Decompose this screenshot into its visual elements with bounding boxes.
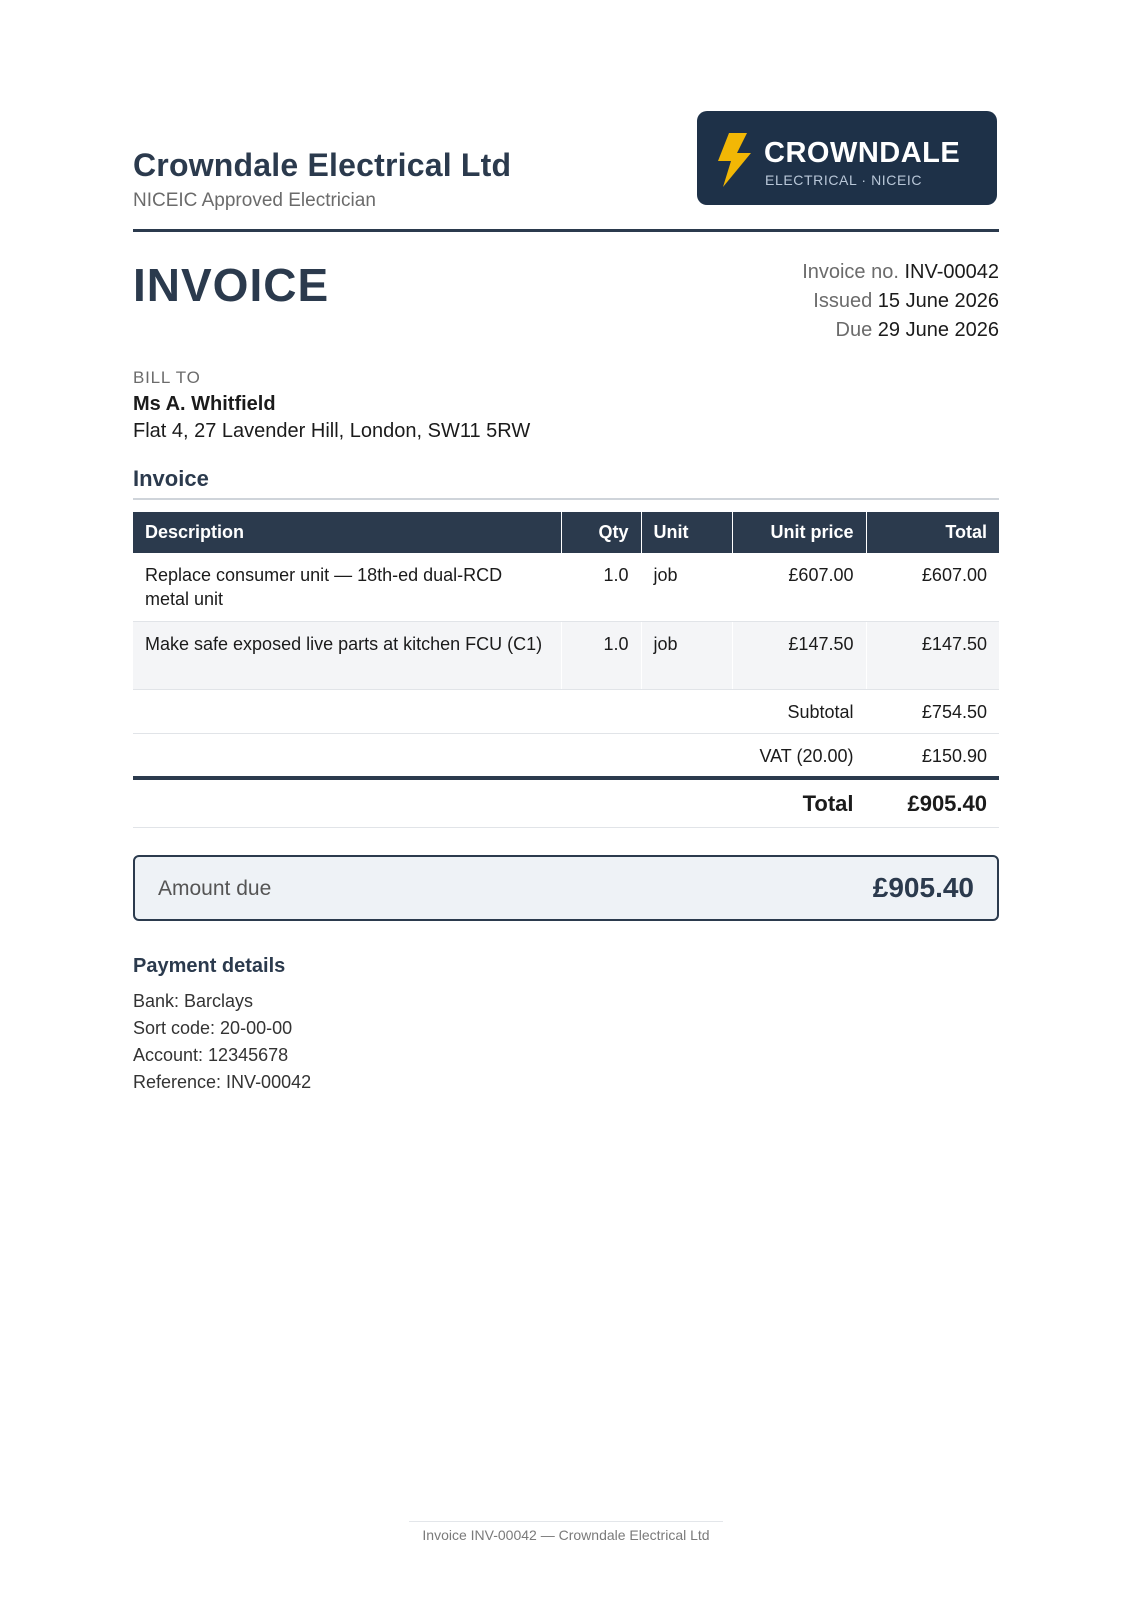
empty-cell	[133, 689, 561, 733]
empty-cell	[641, 778, 732, 828]
empty-cell	[561, 733, 641, 778]
invoice-number-label: Invoice no.	[802, 261, 899, 283]
row-description: Replace consumer unit — 18th-ed dual-RCD metal unit	[133, 553, 561, 621]
payment-details	[133, 988, 311, 1096]
invoice-meta	[802, 258, 999, 345]
footer-divider	[409, 1521, 723, 1522]
empty-cell	[641, 689, 732, 733]
empty-cell	[133, 778, 561, 828]
empty-cell	[133, 733, 561, 778]
table-row	[133, 621, 999, 689]
logo-subtitle: ELECTRICAL · NICEIC	[765, 172, 923, 188]
vat-label: VAT (20.00)	[732, 733, 866, 778]
invoice-number: INV-00042	[904, 261, 999, 283]
row-unit: job	[641, 553, 732, 621]
table-row	[133, 553, 999, 621]
bill-to-label: BILL TO	[133, 368, 201, 387]
row-unit: job	[641, 621, 732, 689]
subtotal-label: Subtotal	[732, 689, 866, 733]
header-unit-price: Unit price	[732, 512, 866, 553]
issued-label: Issued	[813, 290, 873, 312]
section-title: Invoice	[133, 466, 209, 491]
document-title: INVOICE	[133, 259, 330, 311]
line-items-table	[133, 512, 999, 828]
bill-to-name: Ms A. Whitfield	[133, 393, 276, 415]
bill-to-address: Flat 4, 27 Lavender Hill, London, SW11 5RW	[133, 420, 531, 442]
vat-value: £150.90	[866, 733, 999, 778]
payment-reference: Reference: INV-00042	[133, 1072, 312, 1092]
issued-date-line	[802, 287, 999, 316]
header-total: Total	[866, 512, 999, 553]
payment-bank: Bank: Barclays	[133, 991, 254, 1011]
empty-cell	[641, 733, 732, 778]
grand-total-label: Total	[732, 778, 866, 828]
payment-account: Account: 12345678	[133, 1045, 289, 1065]
empty-cell	[561, 689, 641, 733]
header-description: Description	[133, 512, 561, 553]
grand-total-value: £905.40	[866, 778, 999, 828]
invoice-number-line	[802, 258, 999, 287]
header-divider	[133, 229, 999, 232]
row-total: £147.50	[866, 621, 999, 689]
empty-cell	[561, 778, 641, 828]
due-date: 29 June 2026	[877, 319, 999, 341]
amount-due-box	[133, 855, 999, 921]
table-header-row	[133, 512, 999, 553]
company-logo	[697, 111, 997, 205]
logo-wordmark: CROWNDALE	[764, 137, 961, 169]
grand-total-row	[133, 778, 999, 828]
due-label: Due	[835, 319, 873, 341]
payment-details-title: Payment details	[133, 955, 286, 977]
header-unit: Unit	[641, 512, 732, 553]
row-unit-price: £607.00	[732, 553, 866, 621]
due-date-line	[802, 316, 999, 345]
company-tagline: NICEIC Approved Electrician	[133, 190, 376, 211]
amount-due-value: £905.40	[872, 872, 974, 903]
invoice-page	[133, 0, 999, 1600]
page-footer: Invoice INV-00042 — Crowndale Electrical Ltd	[422, 1527, 710, 1543]
vat-row	[133, 733, 999, 778]
subtotal-value: £754.50	[866, 689, 999, 733]
section-divider	[133, 498, 999, 500]
row-unit-price: £147.50	[732, 621, 866, 689]
company-name: Crowndale Electrical Ltd	[133, 147, 512, 183]
payment-sort-code: Sort code: 20-00-00	[133, 1018, 293, 1038]
row-qty: 1.0	[561, 553, 641, 621]
amount-due-label: Amount due	[158, 877, 272, 900]
row-total: £607.00	[866, 553, 999, 621]
subtotal-row	[133, 689, 999, 733]
lightning-bolt-icon	[715, 133, 753, 187]
issued-date: 15 June 2026	[877, 290, 999, 312]
row-description: Make safe exposed live parts at kitchen FCU (C1)	[133, 621, 561, 689]
header-qty: Qty	[561, 512, 641, 553]
row-qty: 1.0	[561, 621, 641, 689]
